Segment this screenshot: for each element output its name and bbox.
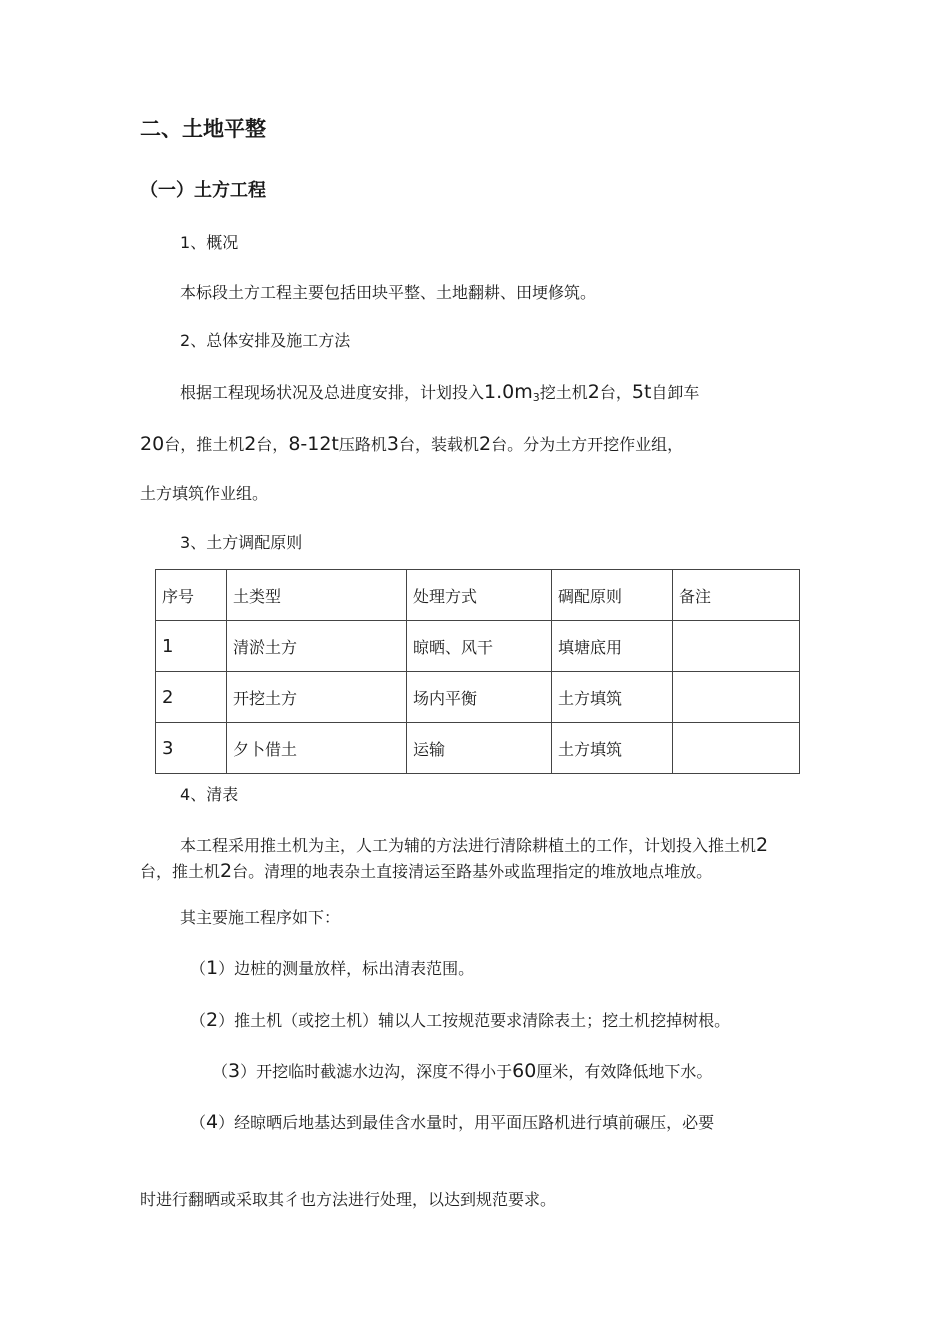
table-row [156, 672, 800, 723]
header-cell: 碉配原则 [552, 570, 673, 621]
cell-principle: 土方填筑 [552, 672, 673, 723]
cell-type: 清淤土方 [227, 621, 407, 672]
header-cell: 土类型 [227, 570, 407, 621]
item-2-paragraph-line-1: 根据工程现场状况及总进度安排，计划投入1.0m3挖土机2台，5t自卸车 [180, 381, 700, 404]
cell-note [673, 723, 800, 774]
cell-method: 运输 [407, 723, 552, 774]
section-heading: 二、土地平整 [140, 117, 266, 141]
procedure-step-4: （4）经晾晒后地基达到最佳含水量时，用平面压路机进行填前碾压，必要 [190, 1111, 715, 1133]
cell-no: 2 [156, 672, 227, 723]
table-row [156, 723, 800, 774]
cell-no: 1 [156, 621, 227, 672]
item-4-paragraph-line-1: 本工程采用推土机为主，人工为辅的方法进行清除耕植土的工作，计划投入推土机2 [180, 834, 769, 856]
table-header-row [156, 570, 800, 621]
cell-type: 开挖土方 [227, 672, 407, 723]
cell-principle: 填塘底用 [552, 621, 673, 672]
item-2-paragraph-line-3: 土方填筑作业组。 [140, 484, 269, 503]
cell-note [673, 672, 800, 723]
header-cell: 序号 [156, 570, 227, 621]
header-cell: 处理方式 [407, 570, 552, 621]
procedure-step-4-continued: 时进行翻晒或采取其彳也方法进行处理，以达到规范要求。 [140, 1190, 557, 1209]
header-cell: 备注 [673, 570, 800, 621]
item-2-paragraph-line-2: 20台，推土机2台，8-12t压路机3台，装载机2台。分为土方开挖作业组， [140, 433, 684, 455]
procedure-intro: 其主要施工程序如下： [180, 908, 341, 927]
cell-no: 3 [156, 723, 227, 774]
procedure-step-2: （2）推土机（或挖土机）辅以人工按规范要求清除表土；挖土机挖掉树根。 [190, 1009, 731, 1031]
table-row [156, 621, 800, 672]
item-4-paragraph-line-2: 台，推土机2台。清理的地表杂土直接清运至路基外或监理指定的堆放地点堆放。 [140, 860, 713, 882]
cell-principle: 土方填筑 [552, 723, 673, 774]
cell-method: 晾晒、风干 [407, 621, 552, 672]
procedure-step-1: （1）边桩的测量放样，标出清表范围。 [190, 957, 475, 979]
item-1-title: 1、概况 [180, 233, 239, 252]
item-2-title: 2、总体安排及施工方法 [180, 331, 351, 350]
item-1-body: 本标段土方工程主要包括田块平整、土地翻耕、田埂修筑。 [180, 283, 597, 302]
subsection-heading: （一）土方工程 [140, 180, 266, 201]
soil-allocation-table [155, 569, 800, 774]
item-4-title: 4、清表 [180, 785, 239, 804]
cell-note [673, 621, 800, 672]
procedure-step-3: （3）开挖临时截滤水边沟，深度不得小于60厘米，有效降低地下水。 [212, 1060, 713, 1082]
cell-method: 场内平衡 [407, 672, 552, 723]
item-3-title: 3、土方调配原则 [180, 533, 303, 552]
cell-type: 夕卜借土 [227, 723, 407, 774]
